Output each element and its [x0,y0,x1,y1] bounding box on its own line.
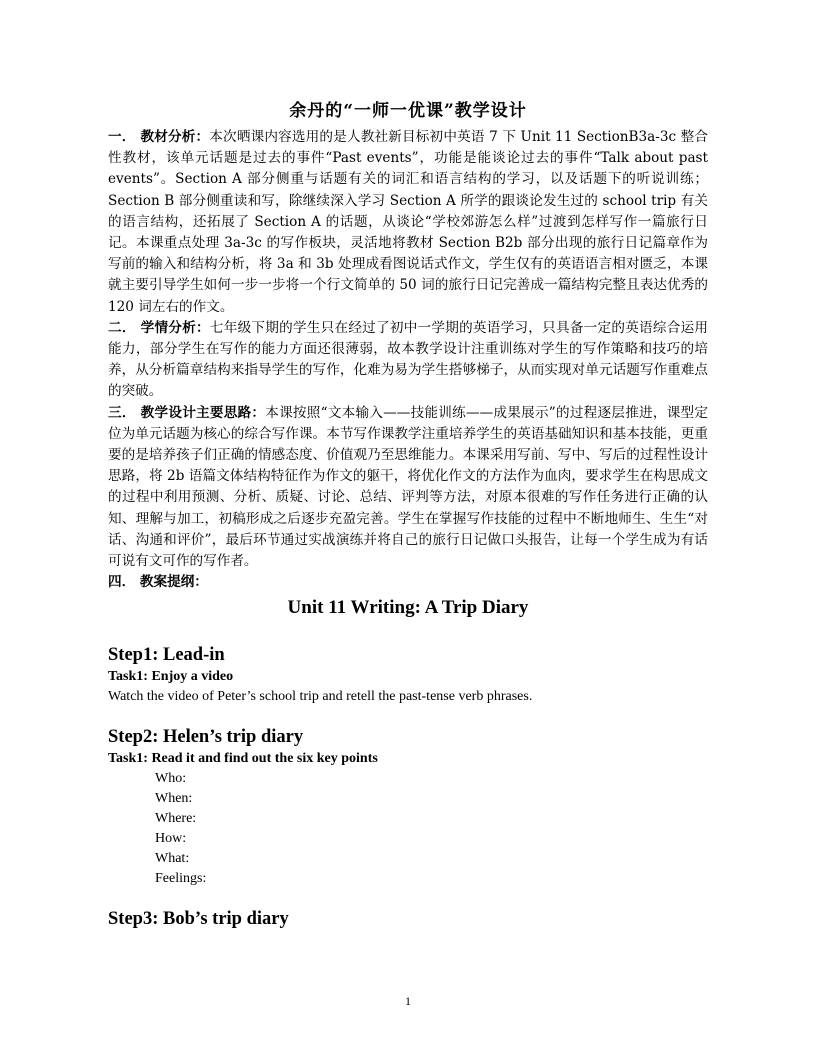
page-number: 1 [405,994,411,1008]
section-textbook-analysis [108,127,708,318]
step1-title: Step1: Lead-in [108,645,225,666]
section-body: 七年级下期的学生只在经过了初中一学期的英语学习，只具备一定的英语综合运用能力，部分学生在写作的能力方面还很薄弱，故本教学设计注重训练对学生的写作策略和技巧的培养，从分析篇章结构来指导学生的写作，化难为易为学生搭够梯子，从而实现对单元话题写作重难点的突破。 [108,319,709,400]
step2-title: Step2: Helen’s trip diary [108,727,304,748]
section-heading: 四． 教案提纲： [108,574,208,591]
section-design-ideas [108,403,708,573]
unit-title: Unit 11 Writing: A Trip Diary [287,597,529,619]
section-body: 本次晒课内容选用的是人教社新目标初中英语 7 下 Unit 11 SectionB3a-3c 整合性教材，该单元话题是过去的事件“Past events”，功能是能谈论过去的事件“Talk about past events”。Section A 部分侧重与话题有关的词汇和语言结构的学习，以及话题下的听说训练；Section B 部分侧重读和写，除继续深入学习 Section A 所学的跟谈论发生过的 school trip 有关的语言结构，还拓展了 Section A 的话题，从谈论“学校郊游怎么样”过渡到怎样写作一篇旅行日记。本课重点处理 3a-3c 的写作板块，灵活地将教材 Section B2b 部分出现的旅行日记篇章作为写前的输入和结构分析，将 3a 和 3b 处理成看图说话式作文，学生仅有的英语语言相对匮乏，本课就主要引导学生如何一步一步将一个行文简单的 50 词的旅行日记完善成一篇结构完整且表达优秀的 120 词左右的作文。 [108,129,708,315]
key-point-when: When: [155,791,193,807]
document-page [108,96,708,931]
key-point-how: How: [155,831,187,847]
key-point-where: Where: [155,811,197,827]
section-student-analysis [108,318,708,403]
section-heading: 一． 教材分析： [108,129,210,145]
step1-task: Task1: Enjoy a video [108,669,234,685]
step3-title: Step3: Bob’s trip diary [108,909,289,930]
document-title: 余丹的“一师一优课”教学设计 [289,101,527,121]
section-body: 本课按照“文本输入——技能训练——成果展示”的过程逐层推进，课型定位为单元话题为核心的综合写作课。本节写作课教学注重培养学生的英语基础知识和基本技能，更重要的是培养孩子们正确的情感态度、价值观乃至思维能力。本课采用写前、写中、写后的过程性设计思路，将 2b 语篇文体结构特征作为作文的躯干，将优化作文的方法作为血肉，要求学生在构思成文的过程中利用预测、分析、质疑、讨论、总结、评判等方法，对原本很难的写作任务进行正确的认知、理解与加工，初稿形成之后逐步充盈完善。学生在掌握写作技能的过程中不断地师生、生生“对话、沟通和评价”，最后环节通过实战演练并将自己的旅行日记做口头报告，让每一个学生成为有话可说有文可作的写作者。 [108,404,708,570]
key-point-feelings: Feelings: [155,871,207,887]
key-point-what: What: [155,851,190,867]
section-heading: 二． 学情分析： [108,319,210,336]
section-heading: 三． 教学设计主要思路： [108,404,266,421]
section-lesson-outline [108,572,708,593]
step2-task: Task1: Read it and find out the six key points [108,751,378,767]
key-point-who: Who: [155,771,187,787]
step1-instruction: Watch the video of Peter’s school trip and retell the past-tense verb phrases. [108,689,533,705]
